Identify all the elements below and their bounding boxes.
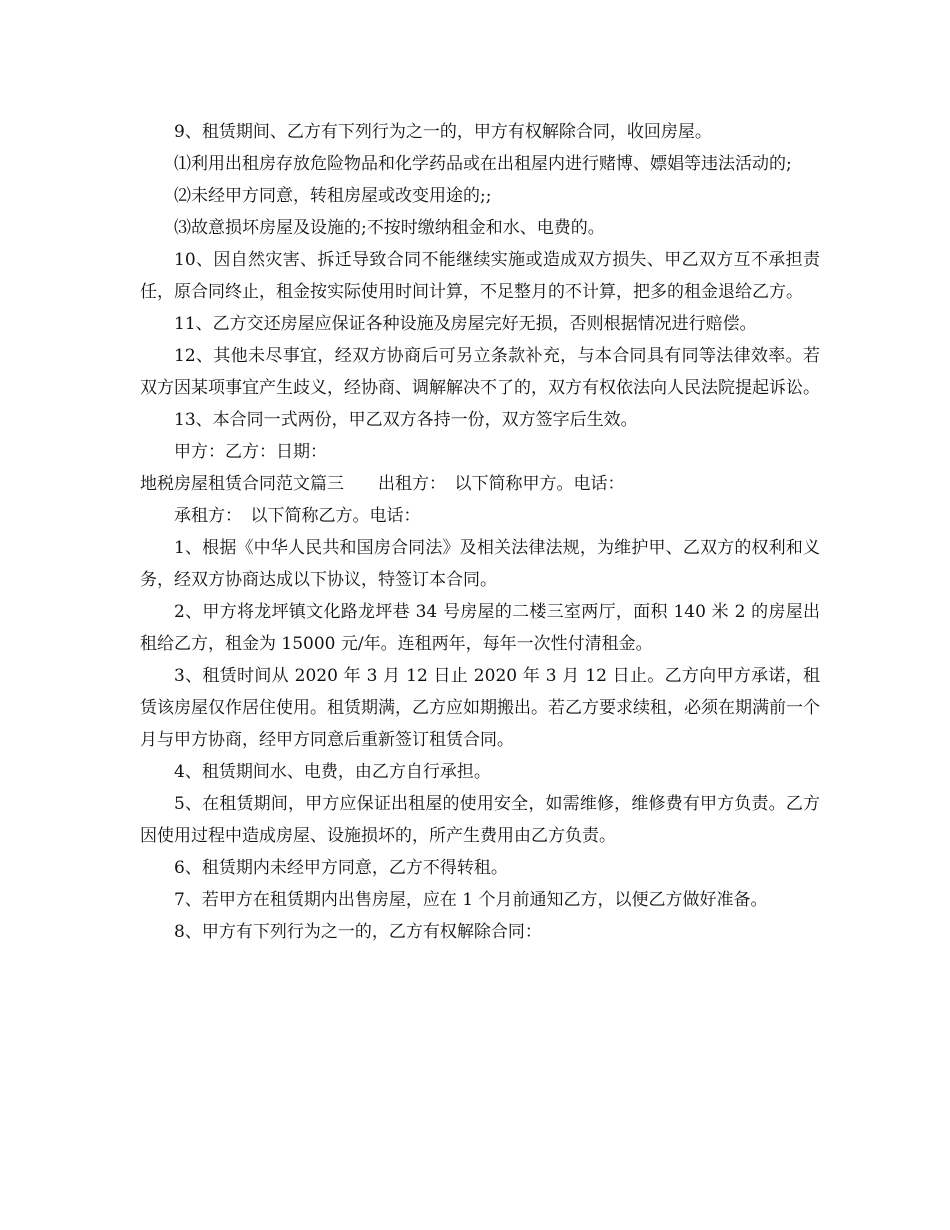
clause-13: 13、本合同一式两份，甲乙双方各持一份，双方签字后生效。: [174, 410, 638, 430]
clause-4: 4、租赁期间水、电费，由乙方自行承担。: [174, 762, 491, 782]
clause-12: 12、其他未尽事宜，经双方协商后可另立条款补充，与本合同具有同等法律效率。若双方因某项事宜产生歧义，经协商、调解解决不了的，双方有权依法向人民法院提起诉讼。: [140, 346, 820, 398]
clause-11: 11、乙方交还房屋应保证各种设施及房屋完好无损，否则根据情况进行赔偿。: [174, 314, 757, 334]
clause-9-item-3: ⑶故意损坏房屋及设施的;不按时缴纳租金和水、电费的。: [174, 218, 605, 238]
clause-5: 5、在租赁期间，甲方应保证出租屋的使用安全，如需维修，维修费有甲方负责。乙方因使用过程中造成房屋、设施损坏的，所产生费用由乙方负责。: [140, 794, 820, 846]
clause-3: 3、租赁时间从 2020 年 3 月 12 日止 2020 年 3 月 12 日止。乙方向甲方承诺，租赁该房屋仅作居住使用。租赁期满，乙方应如期搬出。若乙方要求续租，必须在期满前一个月与甲方协商，经甲方同意后重新签订租赁合同。: [140, 666, 820, 750]
clause-9: 9、租赁期间、乙方有下列行为之一的，甲方有权解除合同，收回房屋。: [174, 122, 712, 142]
contract-body: [140, 116, 820, 948]
clause-6: 6、租赁期内未经甲方同意，乙方不得转租。: [174, 858, 508, 878]
section-heading: 地税房屋租赁合同范文篇三 出租方： 以下简称甲方。电话：: [140, 474, 625, 494]
clause-9-item-2: ⑵未经甲方同意，转租房屋或改变用途的;;: [174, 186, 492, 206]
clause-2: 2、甲方将龙坪镇文化路龙坪巷 34 号房屋的二楼三室两厅，面积 140 米 2 的房屋出租给乙方，租金为 15000 元/年。连租两年，每年一次性付清租金。: [140, 602, 820, 654]
clause-9-item-1: ⑴利用出租房存放危险物品和化学药品或在出租屋内进行赌博、嫖娼等违法活动的;: [174, 154, 792, 174]
clause-8: 8、甲方有下列行为之一的，乙方有权解除合同：: [174, 922, 542, 942]
clause-1: 1、根据《中华人民共和国房合同法》及相关法律法规，为维护甲、乙双方的权利和义务，经双方协商达成以下协议，特签订本合同。: [140, 538, 820, 590]
clause-10: 10、因自然灾害、拆迁导致合同不能继续实施或造成双方损失、甲乙双方互不承担责任，原合同终止，租金按实际使用时间计算，不足整月的不计算，把多的租金退给乙方。: [140, 250, 820, 302]
tenant-line: 承租方： 以下简称乙方。电话：: [174, 506, 421, 526]
signature-line: 甲方：乙方：日期：: [174, 442, 327, 462]
clause-7: 7、若甲方在租赁期内出售房屋，应在 1 个月前通知乙方，以便乙方做好准备。: [174, 890, 768, 910]
